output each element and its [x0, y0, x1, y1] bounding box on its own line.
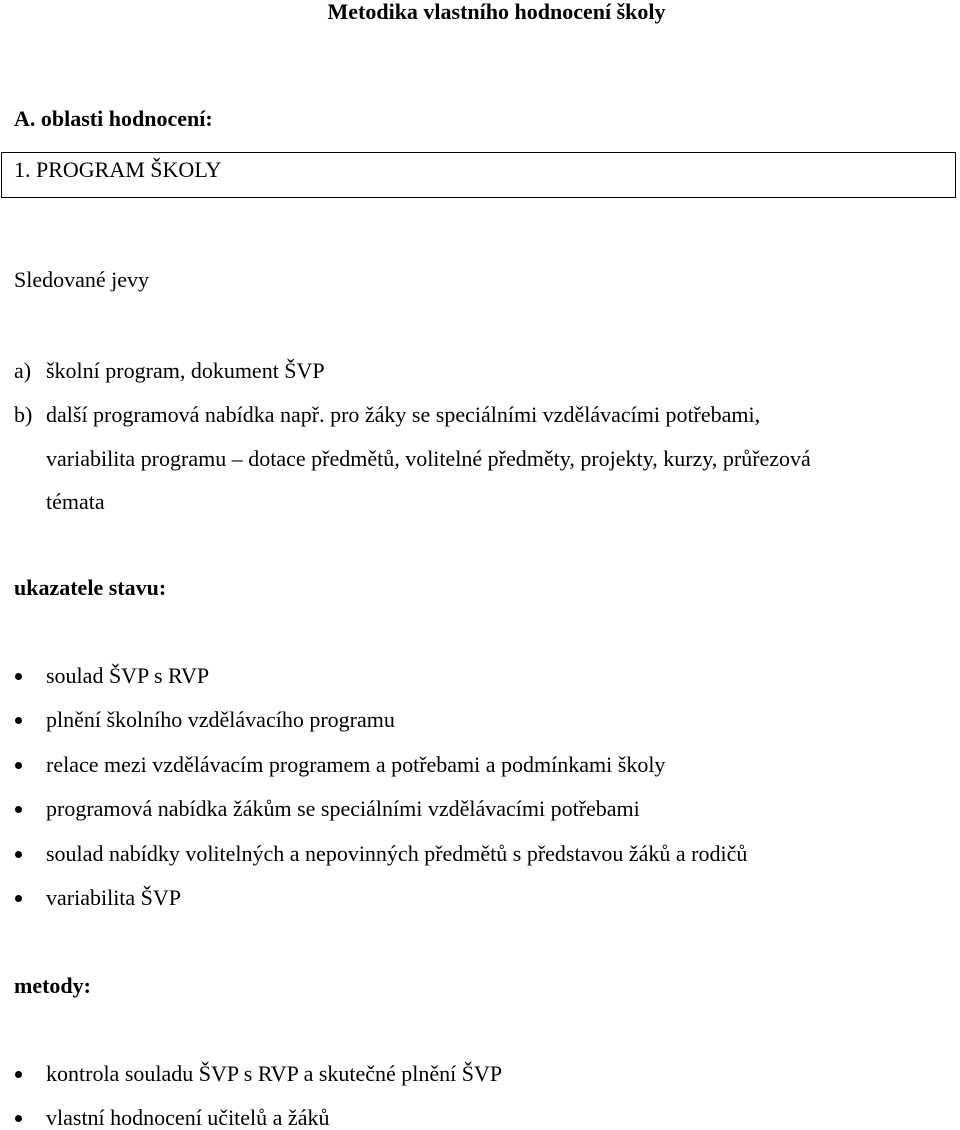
bullet-icon — [15, 673, 22, 680]
program-box-label: 1. PROGRAM ŠKOLY — [14, 157, 222, 182]
list-marker-a: a) — [14, 358, 32, 383]
monitored-item-b-line-3: témata — [46, 489, 105, 514]
indicator-item: soulad ŠVP s RVP — [46, 663, 210, 688]
method-item: kontrola souladu ŠVP s RVP a skutečné plnění ŠVP — [46, 1061, 503, 1086]
monitored-heading: Sledované jevy — [14, 267, 150, 292]
monitored-item-b-line-2: variabilita programu – dotace předmětů, volitelné předměty, projekty, kurzy, průřezová — [46, 446, 811, 471]
bullet-icon — [15, 1115, 22, 1122]
bullet-icon — [15, 1071, 22, 1078]
indicator-item: programová nabídka žákům se speciálními vzdělávacími potřebami — [46, 796, 640, 821]
methods-heading: metody: — [14, 973, 91, 998]
list-marker-b: b) — [14, 402, 33, 427]
indicators-heading: ukazatele stavu: — [14, 575, 167, 600]
bullet-icon — [15, 762, 22, 769]
indicator-item: soulad nabídky volitelných a nepovinných předmětů s představou žáků a rodičů — [46, 841, 748, 866]
bullet-icon — [15, 806, 22, 813]
bullet-icon — [15, 717, 22, 724]
section-heading: A. oblasti hodnocení: — [14, 106, 213, 131]
monitored-item-a: školní program, dokument ŠVP — [46, 358, 325, 383]
bullet-icon — [15, 895, 22, 902]
indicator-item: relace mezi vzdělávacím programem a potřebami a podmínkami školy — [46, 752, 666, 777]
bullet-icon — [15, 851, 22, 858]
document-title: Metodika vlastního hodnocení školy — [327, 0, 666, 24]
indicator-item: plnění školního vzdělávacího programu — [46, 707, 395, 732]
method-item: vlastní hodnocení učitelů a žáků — [46, 1105, 330, 1130]
indicator-item: variabilita ŠVP — [46, 885, 182, 910]
monitored-item-b-line-1: další programová nabídka např. pro žáky se speciálními vzdělávacími potřebami, — [46, 402, 761, 427]
